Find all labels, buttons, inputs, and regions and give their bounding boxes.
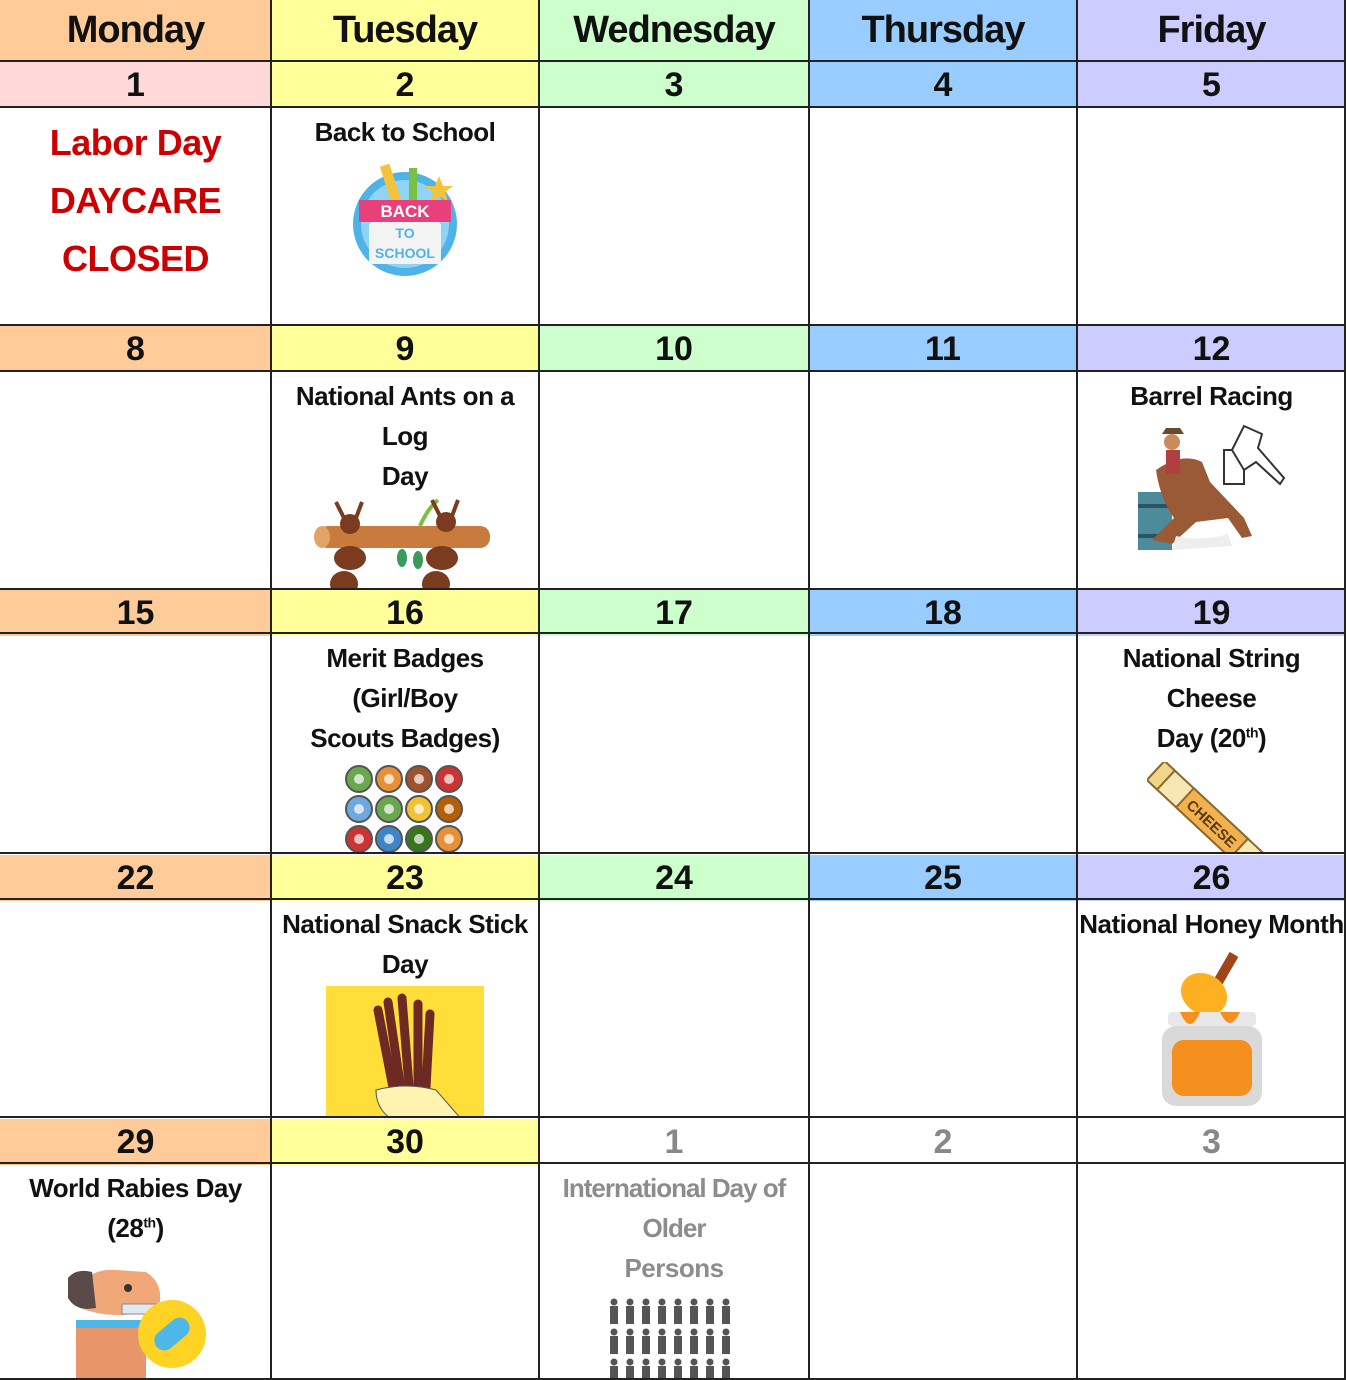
grid-line — [0, 1116, 1346, 1118]
elderly-people-silhouettes-icon — [606, 1294, 742, 1380]
elder-figure — [643, 1329, 650, 1336]
event-merit-badges — [271, 634, 539, 852]
date-number: 16 — [271, 590, 539, 636]
string-cheese-title: National String Cheese — [1122, 643, 1301, 713]
labor-day-title: Labor Day — [49, 122, 222, 163]
back-to-school-title: Back to School — [314, 117, 496, 147]
elder-figure — [659, 1359, 666, 1366]
elder-figure — [691, 1329, 698, 1336]
date-number: 8 — [0, 326, 271, 372]
ants-on-log-title: National Ants on a Log — [295, 381, 515, 451]
merit-badges-title: Merit Badges (Girl/Boy — [326, 643, 484, 713]
date-number: 15 — [0, 590, 271, 636]
elder-figure — [643, 1299, 650, 1306]
elder-figure — [707, 1329, 714, 1336]
weekday-header-monday: Monday — [0, 0, 271, 60]
event-ants-on-a-log — [271, 372, 539, 588]
honey-jar-dipper-icon — [1160, 950, 1264, 1108]
string-cheese-icon — [1147, 762, 1277, 852]
badge-back-text: BACK — [380, 202, 430, 221]
event-older-persons — [539, 1164, 809, 1380]
elder-figure — [659, 1329, 666, 1336]
barrel-racing-title: Barrel Racing — [1130, 381, 1293, 411]
weekday-header-tuesday: Tuesday — [271, 0, 539, 60]
horse-rider-barrel-icon — [1132, 422, 1292, 554]
date-number: 18 — [809, 590, 1077, 636]
date-number: 12 — [1077, 326, 1346, 372]
elder-figure — [723, 1329, 730, 1336]
grid-line — [538, 0, 540, 1380]
grid-line — [0, 632, 1346, 634]
date-number: 1 — [0, 62, 271, 108]
event-snack-stick — [271, 900, 539, 1116]
meat-sticks-in-hand-icon — [326, 986, 484, 1116]
elder-figure — [611, 1359, 618, 1366]
ants-on-log-title-line2: Day — [381, 461, 429, 491]
ants-carrying-log-icon — [310, 498, 500, 588]
date-number: 10 — [539, 326, 809, 372]
elder-figure — [723, 1299, 730, 1306]
event-labor-day — [0, 108, 271, 324]
elder-figure — [707, 1359, 714, 1366]
event-string-cheese — [1077, 634, 1346, 852]
cheese-wrapper-text: CHEESE — [1182, 796, 1239, 852]
date-number: 11 — [809, 326, 1077, 372]
elder-figure — [627, 1299, 634, 1306]
badge-to-text: TO — [395, 225, 415, 241]
elder-figure — [643, 1359, 650, 1366]
weekday-header-thursday: Thursday — [809, 0, 1077, 60]
event-honey-month — [1077, 900, 1346, 1116]
grid-line — [0, 370, 1346, 372]
date-number: 4 — [809, 62, 1077, 108]
grid-line — [0, 1162, 1346, 1164]
back-to-school-badge-icon — [347, 158, 463, 276]
date-number: 26 — [1077, 855, 1346, 901]
elder-figure — [675, 1299, 682, 1306]
grid-line — [0, 898, 1346, 900]
date-number: 5 — [1077, 62, 1346, 108]
grid-line — [270, 0, 272, 1380]
event-barrel-racing — [1077, 372, 1346, 588]
elder-figure — [675, 1359, 682, 1366]
date-number: 22 — [0, 855, 271, 901]
date-number: 17 — [539, 590, 809, 636]
elder-figure — [691, 1359, 698, 1366]
date-number: 24 — [539, 855, 809, 901]
date-number: 25 — [809, 855, 1077, 901]
elder-figure — [611, 1299, 618, 1306]
elder-figure — [627, 1329, 634, 1336]
weekday-header-wednesday: Wednesday — [539, 0, 809, 60]
honey-month-title: National Honey Month — [1079, 909, 1344, 939]
closed-label: CLOSED — [61, 238, 209, 279]
elder-figure — [627, 1359, 634, 1366]
elder-figure — [707, 1299, 714, 1306]
grid-line — [0, 324, 1346, 326]
grid-line — [0, 852, 1346, 854]
older-persons-title-line2: Persons — [624, 1253, 724, 1283]
date-number: 3 — [539, 62, 809, 108]
dog-vaccine-icon — [66, 1268, 206, 1380]
elder-figure — [659, 1299, 666, 1306]
older-persons-title: International Day of Older — [562, 1173, 786, 1243]
grid-line — [1076, 0, 1078, 1380]
date-number: 29 — [0, 1119, 271, 1165]
grid-line — [0, 588, 1346, 590]
daycare-label: DAYCARE — [49, 180, 222, 221]
date-number: 30 — [271, 1119, 539, 1165]
elder-figure — [723, 1359, 730, 1366]
grid-line — [808, 0, 810, 1380]
event-back-to-school — [271, 108, 539, 324]
date-number-next-month: 2 — [809, 1119, 1077, 1165]
weekday-header-friday: Friday — [1077, 0, 1346, 60]
rabies-day-title: World Rabies Day (28th) — [29, 1173, 242, 1243]
elder-figure — [691, 1299, 698, 1306]
elder-figure — [675, 1329, 682, 1336]
date-number: 9 — [271, 326, 539, 372]
date-number: 2 — [271, 62, 539, 108]
elder-figure — [611, 1329, 618, 1336]
event-rabies-day — [0, 1164, 271, 1380]
badge-school-text: SCHOOL — [375, 245, 435, 261]
scout-badges-grid-icon — [343, 764, 467, 852]
date-number: 19 — [1077, 590, 1346, 636]
grid-line — [0, 106, 1346, 108]
date-number: 23 — [271, 855, 539, 901]
string-cheese-date: Day (20th) — [1156, 723, 1267, 753]
merit-badges-title-line2: Scouts Badges) — [310, 723, 500, 753]
date-number-next-month: 3 — [1077, 1119, 1346, 1165]
snack-stick-title: National Snack Stick Day — [282, 909, 528, 979]
grid-line — [0, 60, 1346, 62]
date-number-next-month: 1 — [539, 1119, 809, 1165]
